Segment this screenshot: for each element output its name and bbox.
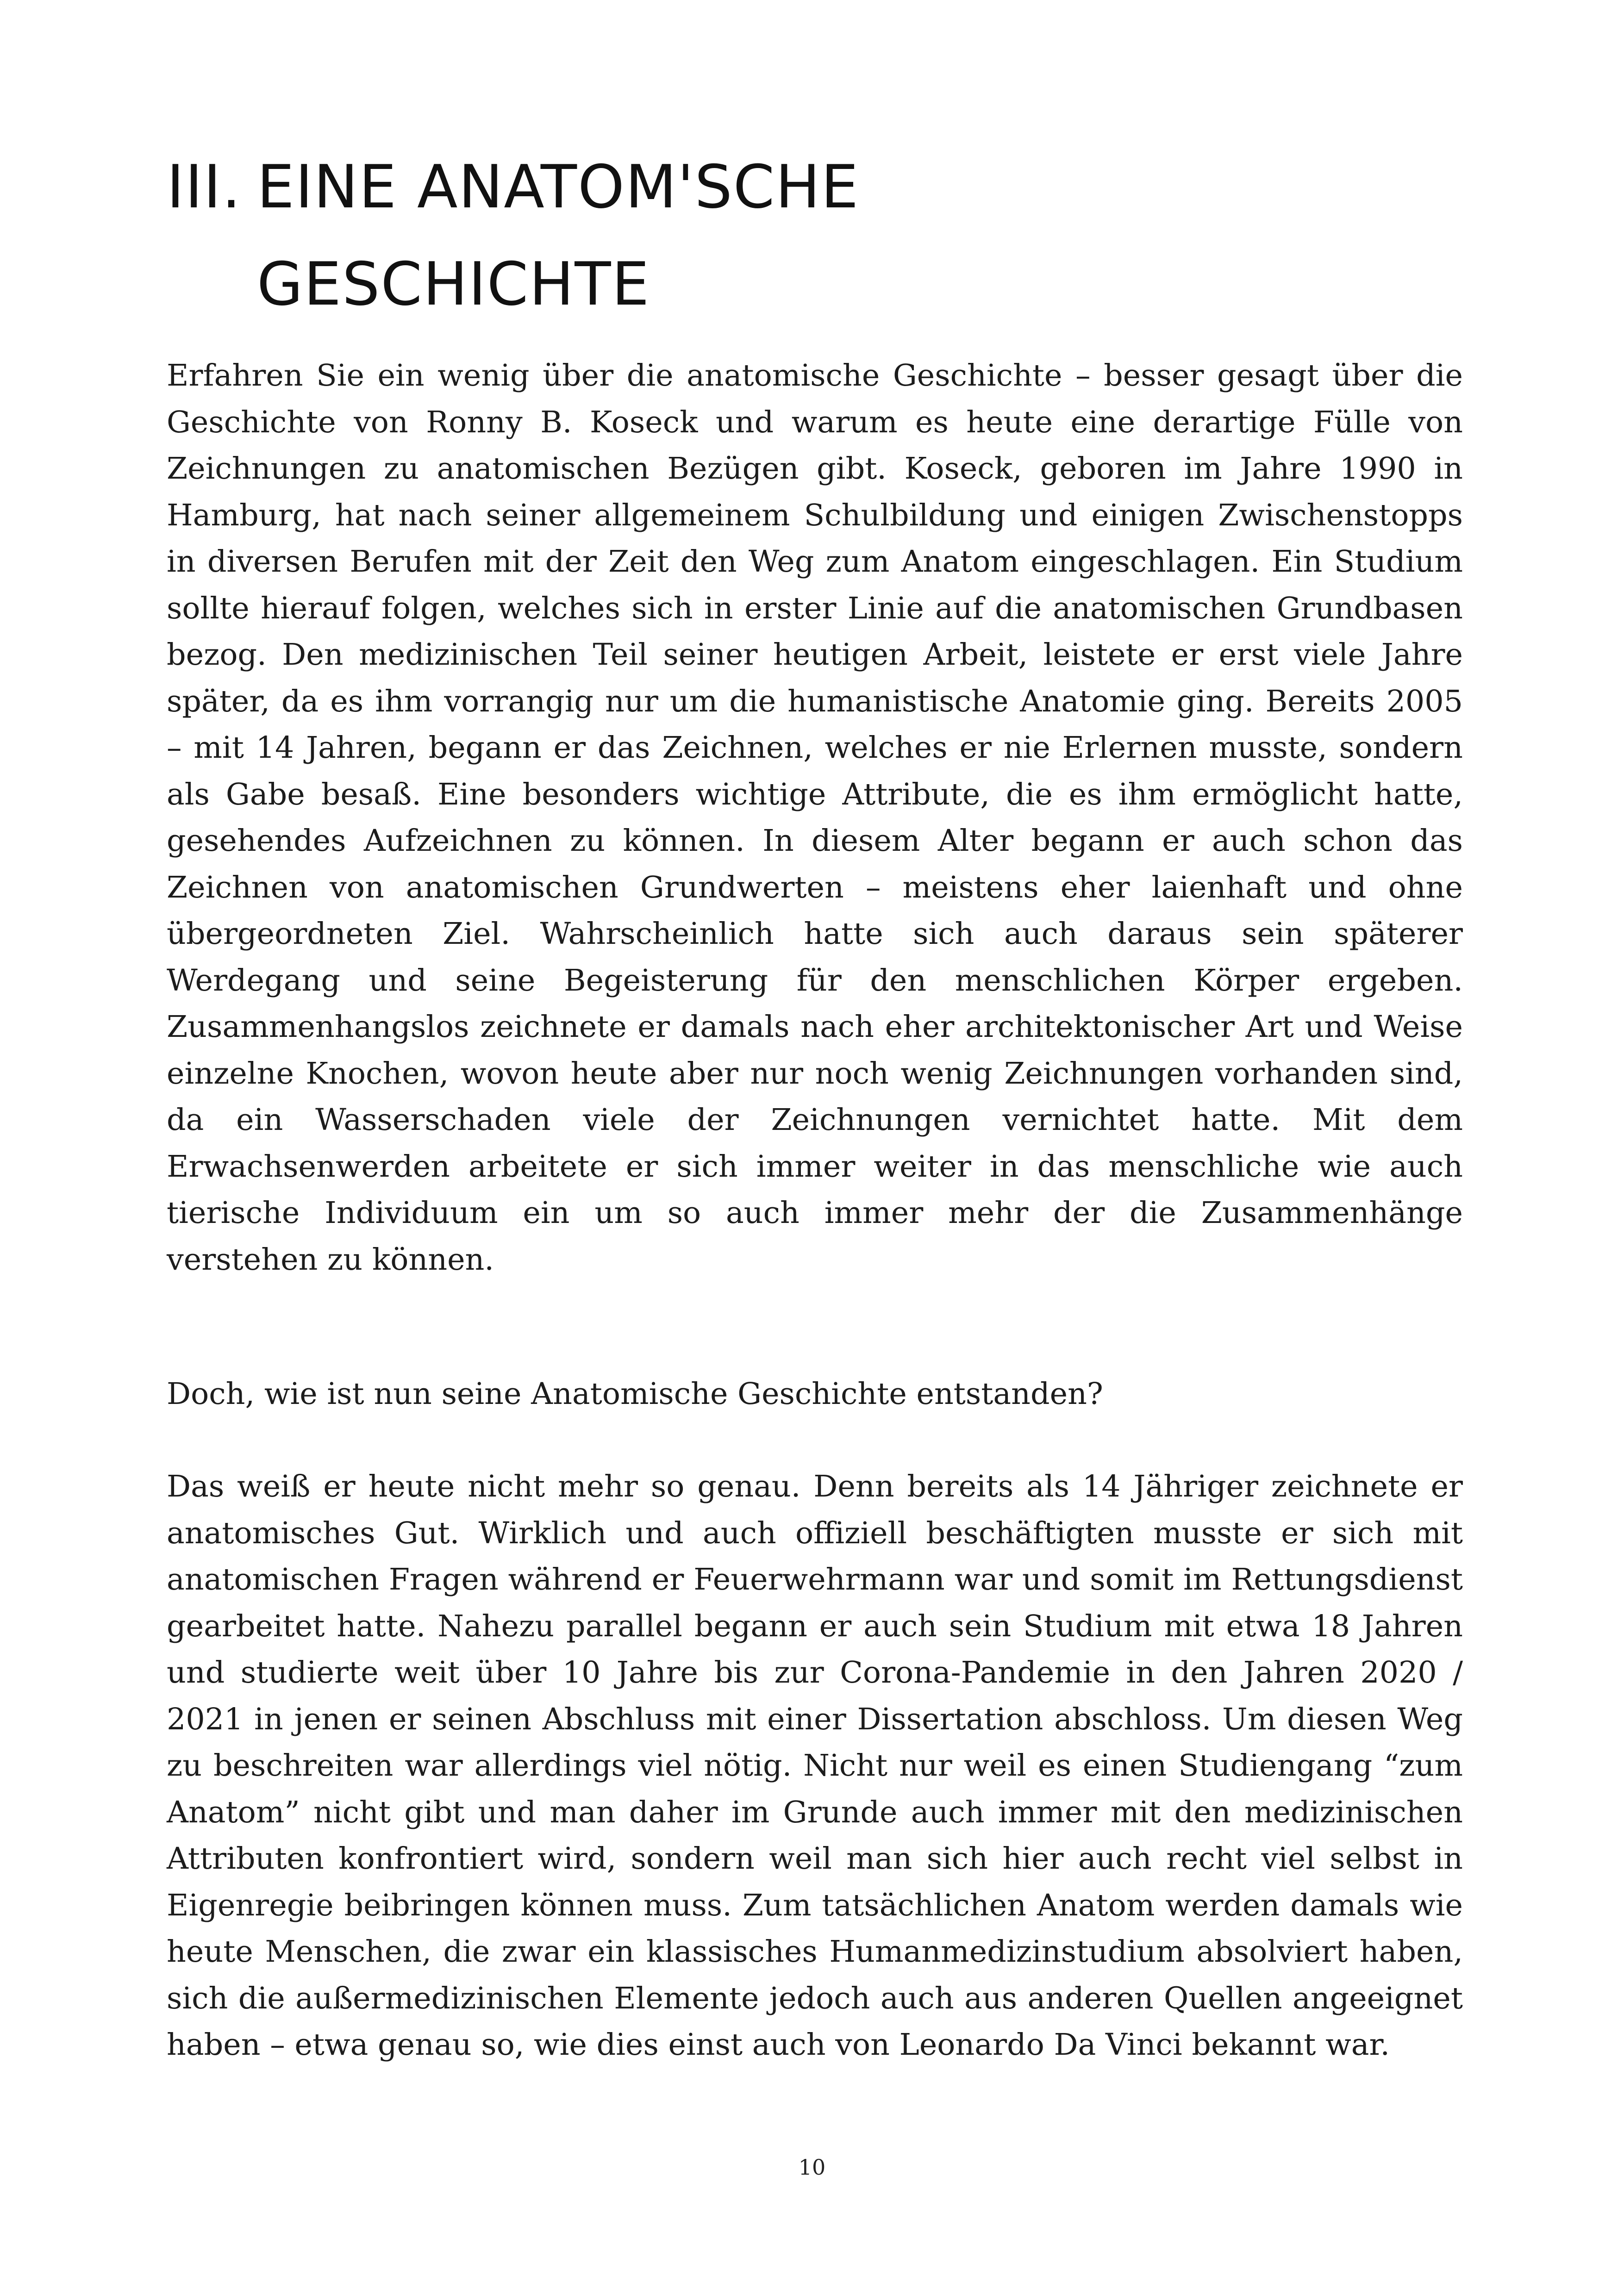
chapter-number: III. — [167, 153, 242, 222]
chapter-title-line-2: GESCHICHTE — [257, 250, 650, 319]
body-paragraph: Das weiß er heute nicht mehr so genau. Denn bereits als 14 Jähriger zeichnete er anatomisches Gut. Wirklich und auch offiziell beschäftigten musste er sich mit anatomischen Fragen während er Feuerwehrmann war und somit im Rettungsdienst gearbeitet hatte. Nahezu parallel begann er auch sein Studium mit etwa 18 Jahren und studierte weit über 10 Jahre bis zur Corona-Pandemie in den Jahren 2020 / 2021 in jenen er seinen Abschluss mit einer Dissertation abschloss. Um diesen Weg zu beschreiten war allerdings viel nötig. Nicht nur weil es einen Studiengang “zum Anatom” nicht gibt und man daher im Grunde auch immer mit den medizinischen Attributen konfrontiert wird, sondern weil man sich hier auch recht viel selbst in Eigenregie beibringen können muss. Zum tatsächlichen Anatom werden damals wie heute Menschen, die zwar ein klassisches Humanmedizinstudium absolviert haben, sich die außermedizinischen Elemente jedoch auch aus anderen Quellen angeeignet haben – etwa genau so, wie dies einst auch von Leonardo Da Vinci bekannt war. — [167, 1469, 1463, 2062]
chapter-title-line-1: EINE ANATOM'SCHE — [257, 153, 860, 222]
body-paragraph-question: Doch, wie ist nun seine Anatomische Geschichte entstanden? — [167, 1377, 1103, 1411]
chapter-heading — [167, 139, 1463, 333]
body-paragraph: Erfahren Sie ein wenig über die anatomische Geschichte – besser gesagt über die Geschichte von Ronny B. Koseck und warum es heute eine derartige Fülle von Zeichnungen zu anatomischen Bezügen gibt. Koseck, geboren im Jahre 1990 in Hamburg, hat nach seiner allgemeinem Schulbildung und einigen Zwischenstopps in diversen Berufen mit der Zeit den Weg zum Anatom eingeschlagen. Ein Studium sollte hierauf folgen, welches sich in erster Linie auf die anatomischen Grundbasen bezog. Den medizinischen Teil seiner heutigen Arbeit, leistete er erst viele Jahre später, da es ihm vorrangig nur um die humanistische Anatomie ging. Bereits 2005 – mit 14 Jahren, begann er das Zeichnen, welches er nie Erlernen musste, sondern als Gabe besaß. Eine besonders wichtige Attribute, die es ihm ermöglicht hatte, gesehendes Aufzeichnen zu können. In diesem Alter begann er auch schon das Zeichnen von anatomischen Grundwerten – meistens eher laienhaft und ohne übergeordneten Ziel. Wahrscheinlich hatte sich auch daraus sein späterer Werdegang und seine Begeisterung für den menschlichen Körper ergeben. Zusammenhangslos zeichnete er damals nach eher architektonischer Art und Weise einzelne Knochen, wovon heute aber nur noch wenig Zeichnungen vorhanden sind, da ein Wasserschaden viele der Zeichnungen vernichtet hatte. Mit dem Erwachsenwerden arbeitete er sich immer weiter in das menschliche wie auch tierische Individuum ein um so auch immer mehr der die Zusammenhänge verstehen zu können. — [167, 358, 1463, 1277]
page-number: 10 — [798, 2155, 826, 2180]
